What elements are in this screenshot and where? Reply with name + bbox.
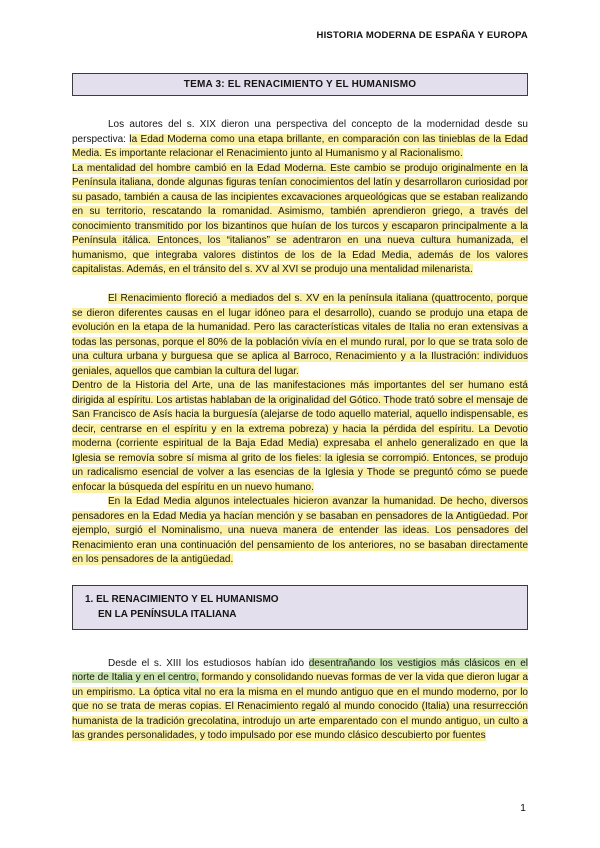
- highlighted-text: desentrañando los vestigios más clásicos en el norte de Italia y en el centro,: [72, 657, 528, 683]
- paragraph: [72, 495, 528, 568]
- highlighted-text: la Edad Moderna como una etapa brillante, en comparación con las tinieblas de la Edad Media. Es importante relacionar el Renacimiento junto al Humanismo y al Racionalismo.: [72, 133, 528, 159]
- highlighted-text: formando y consolidando nuevas formas de ver la vida que dieron lugar a un empirismo.: [72, 672, 529, 698]
- paragraph: [72, 292, 528, 379]
- section-heading-line2: EN LA PENÍNSULA ITALIANA: [98, 609, 237, 620]
- body-paragraphs-top: [72, 118, 528, 568]
- text-run: Desde el s. XIII los estudiosos habían ido: [108, 657, 309, 669]
- paragraph: [72, 162, 528, 278]
- highlighted-text: La óptica vital no era la misma en el mundo antiguo que en el mundo moderno, por lo que no se trata de meras copias. El Renacimiento regaló al mundo conocido (Italia) una resurrección humanista de la tradición grecolatina, introdujo un arte emparentado con el mundo antiguo, un culto a las grandes personalidades, y todo impulsado por ese mundo clásico descubierto por fuentes: [72, 686, 528, 741]
- highlighted-text: Dentro de la Historia del Arte, una de las manifestaciones más importantes del ser humano está dirigida al espíritu. Los artistas hablaban de la originalidad del Gótico. Thode trató sobre el mensaje de San Francisco de Asís hacia la burguesía (alejarse de todo aquello material, aquello indispensable, es decir, centrarse en el espíritu y en la extrema pobreza) y hacia la pérdida del espíritu. La Devotio moderna (corriente espiritual de la Baja Edad Media) expresaba el anhelo generalizado en que la Iglesia se removía sobre sí misma al grito de los fieles: la iglesia se corrompió. Entonces, se produjo un radicalismo esencial de volver a las esencias de la Iglesia y Thode se preguntó cómo se puede enfocar la búsqueda del espíritu en un nuevo humano.: [72, 380, 528, 493]
- title-box-text: TEMA 3: EL RENACIMIENTO Y EL HUMANISMO: [183, 79, 417, 90]
- page-number: 1: [520, 802, 526, 814]
- highlighted-text: La mentalidad del hombre cambió en la Edad Moderna. Este cambio se produjo originalmente en la Península italiana, donde algunas figuras tenían conocimientos del latín y desarrollaron curiosidad por su pasado, también a causa de las incipientes excavaciones arqueológicas que se estaban realizando en su territorio, rescatando la romanidad. Asimismo, también aprendieron griego, a través del conocimiento transmitido por los bizantinos que huían de los turcos y escaparon principalmente a la Península itálica. Entonces, los “italianos” se adentraron en una nueva cultura humanizada, el humanismo, que integraba valores distintos de los de la Edad Media, además de los valores capitalistas. Además, en el tránsito del s. XV al XVI se produjo una mentalidad milenarista.: [72, 162, 528, 275]
- paragraph: [72, 379, 528, 495]
- text-run: Los autores del s. XIX dieron una perspectiva del concepto de la modernidad desde su perspectiva:: [72, 119, 528, 145]
- page-header: HISTORIA MODERNA DE ESPAÑA Y EUROPA: [316, 30, 528, 41]
- highlighted-text: En la Edad Media algunos intelectuales hicieron avanzar la humanidad. De hecho, diversos pensadores en la Edad Media ya hacían mención y se basaban en pensadores de la Antigüedad. Por ejemplo, surgió el Nominalismo, una nueva manera de entender las ideas. Los pensadores del Renacimiento eran una continuación del pensamiento de los anteriores, no se basaban directamente en los pensadores de la antigüedad.: [72, 496, 528, 565]
- highlighted-text: El Renacimiento floreció a mediados del s. XV en la península italiana (quattrocento, porque se dieron diferentes causas en el lugar idóneo para el desarrollo), cuando se produjo una etapa de evolución en la etapa de la humanidad. Pero las características vitales de Italia no eran extensivas a todas las personas, porque el 80% de la población vivía en el mundo rural, por lo que se trata solo de una cultura urbana y burguesa que se aplica al Barroco, Renacimiento y a la Ilustración: individuos geniales, aquellos que cambian la cultura del lugar.: [72, 293, 528, 377]
- title-box: [72, 73, 528, 96]
- section-heading-box: [72, 585, 528, 630]
- paragraph: [72, 118, 528, 162]
- body-paragraphs-bottom: [72, 657, 528, 744]
- paragraph: [72, 657, 528, 744]
- section-heading-line1: 1. EL RENACIMIENTO Y EL HUMANISMO: [85, 593, 279, 605]
